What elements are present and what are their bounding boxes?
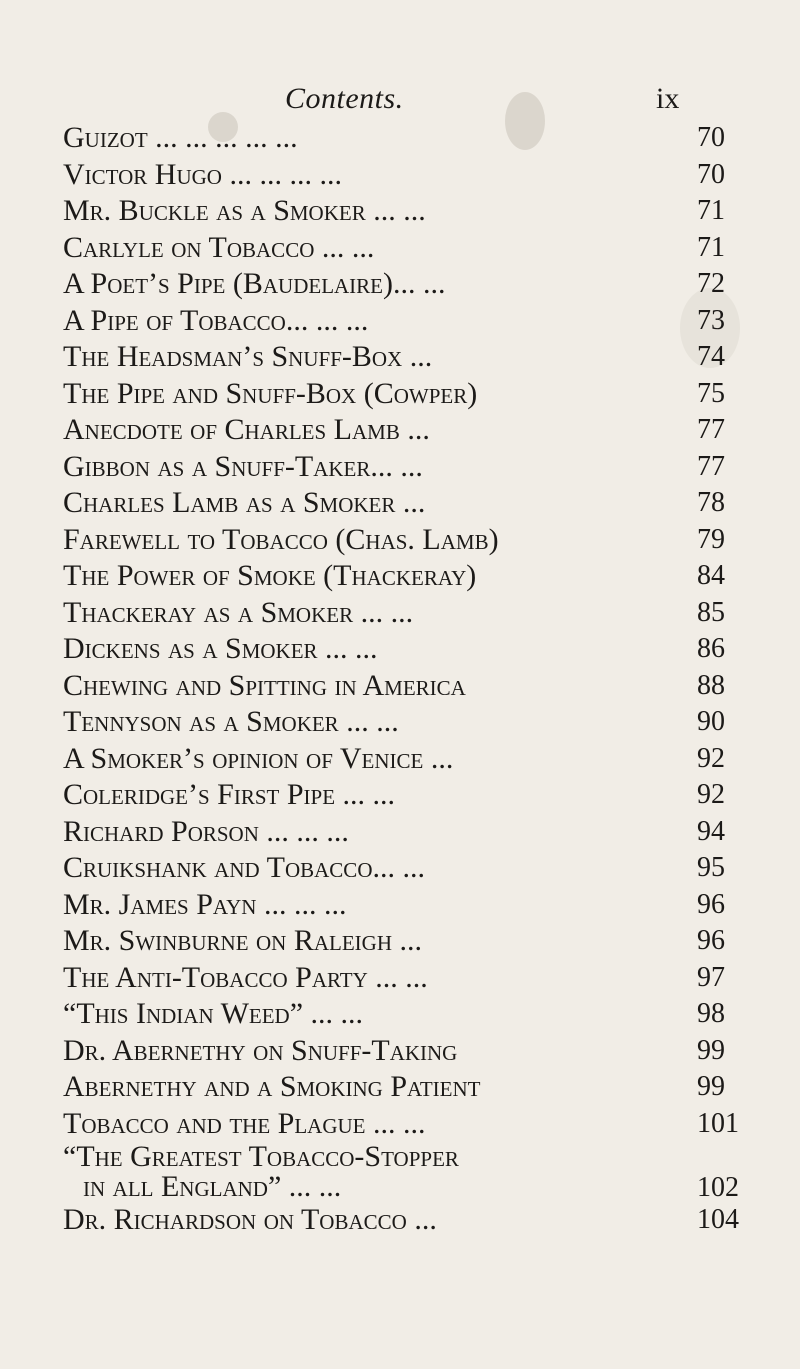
toc-entry-page: 71	[697, 195, 725, 226]
toc-entry-page: 96	[697, 888, 725, 920]
toc-entry-page: 85	[697, 596, 725, 628]
toc-entry-page: 98	[697, 998, 725, 1029]
toc-entry-page: 95	[697, 852, 725, 883]
page-number: ix	[656, 82, 680, 115]
toc-entry	[63, 923, 743, 960]
toc-entry	[63, 631, 743, 668]
toc-entry	[63, 230, 743, 267]
toc-entry-page: 99	[697, 1071, 725, 1102]
toc-entry	[63, 120, 743, 157]
toc-entry	[63, 485, 743, 522]
toc-entry	[63, 960, 743, 997]
toc-entry-page: 96	[697, 925, 725, 956]
toc-entry-title: Carlyle on Tobacco ... ...	[63, 230, 375, 264]
toc-entry-title: A Pipe of Tobacco... ... ...	[63, 303, 369, 337]
toc-entry-page: 90	[697, 706, 725, 737]
toc-entry	[63, 522, 743, 559]
toc-entry-title: Abernethy and a Smoking Patient	[63, 1070, 481, 1103]
toc-entry-page: 79	[697, 523, 725, 555]
toc-entry-page: 101	[697, 1107, 739, 1139]
toc-entry-title: Cruikshank and Tobacco... ...	[63, 851, 425, 884]
toc-entry-title: Dickens as a Smoker ... ...	[63, 632, 378, 665]
toc-entry-title: Gibbon as a Snuff-Taker... ...	[63, 449, 423, 483]
toc-entry-page: 72	[697, 268, 725, 299]
toc-entry	[63, 850, 743, 887]
toc-entry-page: 77	[697, 450, 725, 482]
toc-entry-title-line1: “The Greatest Tobacco-Stopper	[63, 1140, 459, 1173]
toc-entry-page: 71	[697, 231, 725, 263]
toc-entry	[63, 376, 743, 413]
toc-entry-title: Richard Porson ... ... ...	[63, 814, 349, 848]
toc-entry	[63, 1033, 743, 1070]
toc-entry-title: Mr. James Payn ... ... ...	[63, 887, 347, 921]
toc-entry	[63, 777, 743, 814]
toc-entry	[63, 157, 743, 194]
toc-entry	[63, 266, 743, 303]
toc-entry	[63, 595, 743, 632]
toc-entry-title: Thackeray as a Smoker ... ...	[63, 595, 414, 629]
toc-entry	[63, 668, 743, 705]
toc-entry-page: 92	[697, 742, 725, 774]
toc-entry-page: 88	[697, 669, 725, 701]
toc-entry	[63, 412, 743, 449]
toc-entry	[63, 303, 743, 340]
toc-entry-page: 94	[697, 815, 725, 847]
toc-entry-page: 78	[697, 487, 725, 518]
toc-entry-title: The Headsman’s Snuff-Box ...	[63, 340, 433, 373]
toc-entry-title: Tobacco and the Plague ... ...	[63, 1106, 426, 1140]
toc-entry-title: Chewing and Spitting in America	[63, 668, 466, 702]
toc-entry-title: The Power of Smoke (Thackeray)	[63, 559, 477, 592]
toc-entry-title: A Poet’s Pipe (Baudelaire)... ...	[63, 267, 446, 300]
toc-entry-title	[63, 1142, 459, 1202]
toc-entry-title: Charles Lamb as a Smoker ...	[63, 486, 426, 519]
toc-entry-title: The Pipe and Snuff-Box (Cowper)	[63, 376, 478, 410]
toc-entry-page: 74	[697, 341, 725, 372]
toc-entry-page: 70	[697, 122, 725, 153]
toc-entry-title: The Anti-Tobacco Party ... ...	[63, 960, 428, 994]
toc-entry	[63, 814, 743, 851]
toc-entry-page: 70	[697, 158, 725, 190]
toc-entry-page: 99	[697, 1034, 725, 1066]
toc-entry	[63, 193, 743, 230]
toc-entry	[63, 558, 743, 595]
toc-entry-title: Dr. Richardson on Tobacco ...	[63, 1203, 437, 1236]
toc-entry-page: 92	[697, 779, 725, 810]
toc-entry-page: 86	[697, 633, 725, 664]
toc-entry	[63, 1069, 743, 1106]
toc-entry	[63, 1106, 743, 1143]
toc-entry	[63, 887, 743, 924]
toc-entry-title: Mr. Swinburne on Raleigh ...	[63, 924, 423, 957]
toc-entry	[63, 339, 743, 376]
toc-entry	[63, 1142, 743, 1202]
table-of-contents	[63, 120, 743, 1239]
toc-entry-title: Coleridge’s First Pipe ... ...	[63, 778, 396, 811]
toc-entry-title-line2: in all England” ... ...	[83, 1170, 342, 1203]
toc-entry	[63, 704, 743, 741]
toc-entry-title: “This Indian Weed” ... ...	[63, 997, 364, 1030]
toc-entry-page: 84	[697, 560, 725, 591]
toc-entry-page: 73	[697, 304, 725, 336]
toc-entry-title: A Smoker’s opinion of Venice ...	[63, 741, 454, 775]
toc-entry-page: 75	[697, 377, 725, 409]
page-header	[0, 82, 800, 122]
toc-entry-title: Anecdote of Charles Lamb ...	[63, 413, 430, 446]
toc-entry-page: 102	[697, 1172, 739, 1203]
toc-entry-page: 97	[697, 961, 725, 993]
toc-entry-title: Tennyson as a Smoker ... ...	[63, 705, 399, 738]
toc-entry-title: Guizot ... ... ... ... ...	[63, 121, 298, 154]
toc-entry	[63, 1202, 743, 1239]
toc-entry	[63, 741, 743, 778]
toc-entry-page: 104	[697, 1204, 739, 1235]
toc-entry	[63, 449, 743, 486]
toc-entry-title: Dr. Abernethy on Snuff-Taking	[63, 1033, 458, 1067]
toc-entry-title: Victor Hugo ... ... ... ...	[63, 157, 342, 191]
running-title: Contents.	[285, 82, 404, 115]
toc-entry-title: Mr. Buckle as a Smoker ... ...	[63, 194, 426, 227]
toc-entry-title: Farewell to Tobacco (Chas. Lamb)	[63, 522, 499, 556]
toc-entry-page: 77	[697, 414, 725, 445]
toc-entry	[63, 996, 743, 1033]
